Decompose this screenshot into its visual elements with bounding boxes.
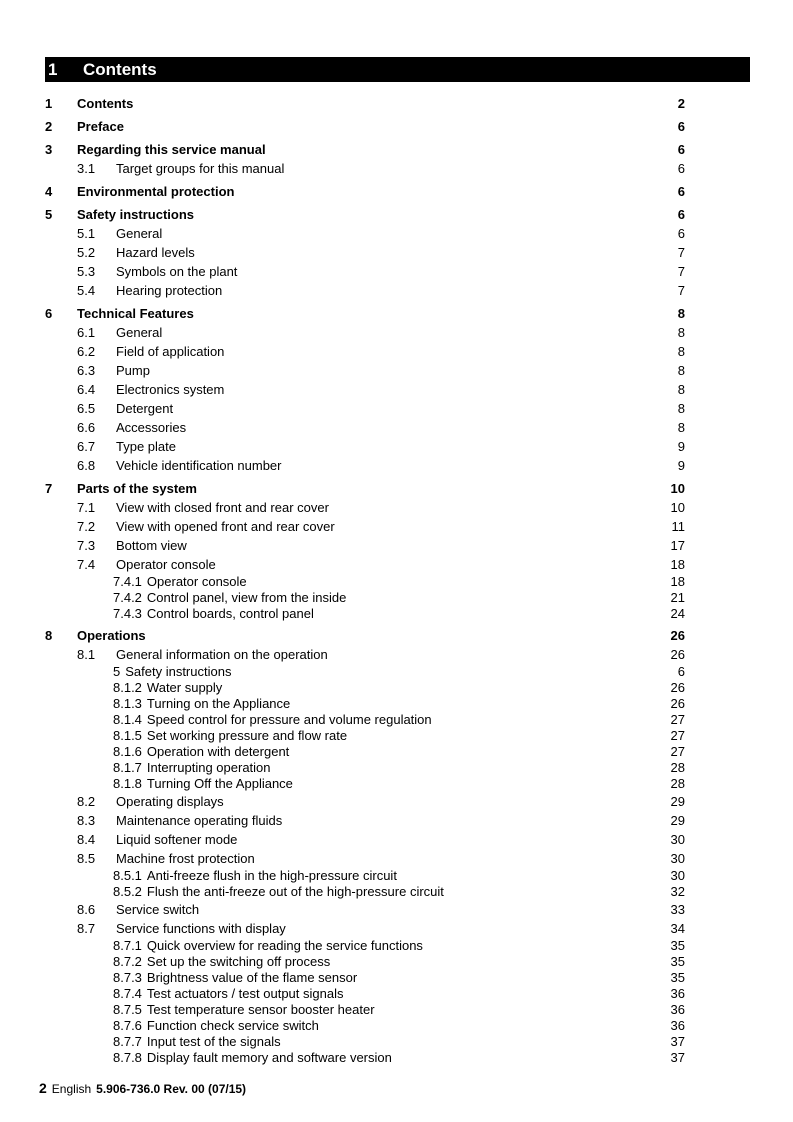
- toc-entry-number: 7.4.3: [113, 606, 142, 621]
- toc-entry: [45, 262, 685, 281]
- toc-entry: [45, 884, 685, 900]
- toc-entry: [45, 456, 685, 475]
- toc-entry-title: Test actuators / test output signals: [146, 986, 344, 1001]
- toc-entry-page: 33: [670, 902, 685, 917]
- toc-entry-number: 8.1.6: [113, 744, 142, 759]
- toc-entry-title: Hearing protection: [116, 283, 223, 298]
- toc-entry-number: 6.2: [77, 344, 96, 359]
- toc-entry-number: 6.6: [77, 420, 96, 435]
- toc-entry-title: View with opened front and rear cover: [116, 519, 335, 534]
- toc-entry-number: 8.5.2: [113, 884, 142, 899]
- toc-entry-number: 8.1.7: [113, 760, 142, 775]
- toc-entry-number: 5: [113, 664, 121, 679]
- toc-entry-number: 8.7.1: [113, 938, 142, 953]
- toc-entry-title: Operations: [77, 628, 146, 643]
- toc-entry-title: Service functions with display: [116, 921, 286, 936]
- toc-entry-number: 8.5: [77, 851, 96, 866]
- toc-entry-number: 8.6: [77, 902, 96, 917]
- toc-entry-number: 7: [45, 481, 53, 496]
- toc-entry: [45, 728, 685, 744]
- toc-entry-number: 8.1.2: [113, 680, 142, 695]
- toc-entry-page: 36: [670, 1018, 685, 1033]
- toc-entry: [45, 970, 685, 986]
- toc-entry: [45, 1002, 685, 1018]
- toc-entry-title: Test temperature sensor booster heater: [146, 1002, 375, 1017]
- toc-entry-page: 7: [677, 283, 685, 298]
- toc-entry-number: 3: [45, 142, 53, 157]
- toc-entry-title: Accessories: [116, 420, 187, 435]
- toc-entry-page: 6: [677, 207, 685, 222]
- toc-entry-page: 28: [670, 776, 685, 791]
- footer-doc-reference: 5.906-736.0 Rev. 00 (07/15): [96, 1082, 247, 1096]
- chapter-header-title: Contents: [83, 59, 157, 79]
- toc-entry-page: 6: [677, 142, 685, 157]
- toc-entry-page: 32: [670, 884, 685, 899]
- toc-entry-number: 4: [45, 184, 53, 199]
- toc-entry-number: 7.3: [77, 538, 96, 553]
- toc-entry-number: 8.1.8: [113, 776, 142, 791]
- toc-entry: [45, 760, 685, 776]
- toc-entry-title: Brightness value of the flame sensor: [146, 970, 358, 985]
- toc-entry-page: 17: [670, 538, 685, 553]
- toc-entry-page: 7: [677, 264, 685, 279]
- toc-entry-title: Preface: [77, 119, 124, 134]
- toc-entry-number: 8.3: [77, 813, 96, 828]
- toc-entry-page: 30: [670, 832, 685, 847]
- toc-entry-page: 28: [670, 760, 685, 775]
- toc-entry: [45, 536, 685, 555]
- toc-entry: [45, 919, 685, 938]
- toc-entry-number: 7.2: [77, 519, 96, 534]
- toc-entry-page: 36: [670, 986, 685, 1001]
- toc-entry-title: Machine frost protection: [116, 851, 255, 866]
- toc-entry: [45, 380, 685, 399]
- toc-entry-page: 10: [670, 500, 685, 515]
- toc-entry: [45, 792, 685, 811]
- toc-entry-number: 6.4: [77, 382, 96, 397]
- toc-entry-page: 36: [670, 1002, 685, 1017]
- toc-entry: [45, 243, 685, 262]
- toc-entry-title: Safety instructions: [125, 664, 232, 679]
- toc-entry-number: 8.7.2: [113, 954, 142, 969]
- toc-entry-page: 8: [677, 363, 685, 378]
- toc-entry-page: 27: [670, 712, 685, 727]
- toc-entry-number: 8.2: [77, 794, 96, 809]
- toc-entry-page: 6: [677, 184, 685, 199]
- toc-entry: [45, 680, 685, 696]
- toc-entry-number: 8.4: [77, 832, 96, 847]
- toc-entry: [45, 664, 685, 680]
- toc-entry-title: Flush the anti-freeze out of the high-pressure circuit: [146, 884, 444, 899]
- toc-entry-title: Display fault memory and software version: [146, 1050, 392, 1065]
- toc-entry-number: 8.5.1: [113, 868, 142, 883]
- toc-entry-number: 7.4.2: [113, 590, 142, 605]
- toc-entry-number: 6.5: [77, 401, 96, 416]
- toc-entry-title: Turning on the Appliance: [146, 696, 291, 711]
- toc-entry-title: Bottom view: [116, 538, 187, 553]
- toc-entry: [45, 811, 685, 830]
- toc-entry: [45, 986, 685, 1002]
- toc-entry-title: Anti-freeze flush in the high-pressure circuit: [146, 868, 397, 883]
- toc-entry-title: Maintenance operating fluids: [116, 813, 283, 828]
- toc-entry-title: Speed control for pressure and volume regulation: [146, 712, 432, 727]
- toc-entry-page: 8: [677, 401, 685, 416]
- toc-entry-page: 18: [670, 574, 685, 589]
- toc-entry-page: 6: [677, 664, 685, 679]
- toc-entry-page: 6: [677, 161, 685, 176]
- toc-entry-title: Control boards, control panel: [146, 606, 314, 621]
- toc-entry-number: 6.7: [77, 439, 96, 454]
- footer-page-number: 2: [39, 1080, 47, 1096]
- toc-entry-page: 18: [670, 557, 685, 572]
- toc-entry-number: 5.3: [77, 264, 96, 279]
- toc-entry: [45, 323, 685, 342]
- toc-entry-title: Hazard levels: [116, 245, 195, 260]
- toc-entry: [45, 224, 685, 243]
- toc-entry-page: 30: [670, 851, 685, 866]
- toc-entry-page: 27: [670, 744, 685, 759]
- toc-entry-number: 5.1: [77, 226, 96, 241]
- toc-entry-number: 8.7: [77, 921, 96, 936]
- toc-entry-title: Liquid softener mode: [116, 832, 238, 847]
- toc-entry-title: Electronics system: [116, 382, 225, 397]
- toc-entry-page: 9: [677, 439, 685, 454]
- toc-entry-number: 8.7.3: [113, 970, 142, 985]
- toc-entry-number: 8.7.4: [113, 986, 142, 1001]
- toc-entry-title: Water supply: [146, 680, 223, 695]
- toc-entry: [45, 696, 685, 712]
- toc-entry: [45, 281, 685, 300]
- toc-entry-page: 29: [670, 794, 685, 809]
- toc-entry: [45, 418, 685, 437]
- toc-entry-number: 8: [45, 628, 53, 643]
- toc-entry-title: Vehicle identification number: [116, 458, 282, 473]
- toc-entry-title: Set working pressure and flow rate: [146, 728, 348, 743]
- toc-entry: [45, 776, 685, 792]
- chapter-header-number: 1: [48, 59, 58, 79]
- toc-entry-page: 27: [670, 728, 685, 743]
- toc-entry-number: 6.8: [77, 458, 96, 473]
- toc-entry-title: Control panel, view from the inside: [146, 590, 347, 605]
- toc-entry: [45, 361, 685, 380]
- toc-entry-page: 11: [671, 519, 685, 534]
- toc-entry-number: 7.4: [77, 557, 96, 572]
- toc-entry-title: Parts of the system: [77, 481, 197, 496]
- toc-entry-page: 10: [670, 481, 685, 496]
- toc-entry-title: Target groups for this manual: [116, 161, 285, 176]
- toc-entry: [45, 555, 685, 574]
- toc-entry-number: 7.1: [77, 500, 96, 515]
- toc-entry-number: 6.3: [77, 363, 96, 378]
- toc-entry: [45, 140, 685, 159]
- toc-entry-title: Safety instructions: [77, 207, 195, 222]
- toc-entry-page: 30: [670, 868, 685, 883]
- toc-entry: [45, 517, 685, 536]
- toc-entry-number: 5: [45, 207, 53, 222]
- toc-entry: [45, 900, 685, 919]
- toc-entry-number: 8.7.5: [113, 1002, 142, 1017]
- toc-entry: [45, 830, 685, 849]
- toc-entry: [45, 645, 685, 664]
- toc-entry: [45, 606, 685, 622]
- toc-entry-title: Symbols on the plant: [116, 264, 238, 279]
- toc-entry: [45, 1034, 685, 1050]
- toc-entry: [45, 712, 685, 728]
- toc-entry-number: 3.1: [77, 161, 96, 176]
- toc-entry-page: 26: [670, 647, 685, 662]
- toc-entry: [45, 342, 685, 361]
- toc-entry-title: General: [116, 325, 163, 340]
- toc-entry: [45, 304, 685, 323]
- toc-entry-page: 21: [670, 590, 685, 605]
- toc-entry: [45, 954, 685, 970]
- toc-entry-title: Field of application: [116, 344, 225, 359]
- toc-entry-number: 8.7.8: [113, 1050, 142, 1065]
- toc-entry-page: 26: [670, 680, 685, 695]
- toc-entry: [45, 590, 685, 606]
- toc-entry-page: 26: [670, 628, 685, 643]
- toc-entry-page: 8: [677, 306, 685, 321]
- toc-entry-page: 6: [677, 119, 685, 134]
- toc-entry-title: Turning Off the Appliance: [146, 776, 293, 791]
- toc-entry-number: 8.1.5: [113, 728, 142, 743]
- toc-entry: [45, 205, 685, 224]
- toc-entry: [45, 744, 685, 760]
- toc-entry-title: Operating displays: [116, 794, 224, 809]
- toc-entry-page: 9: [677, 458, 685, 473]
- toc-entry-number: 7.4.1: [113, 574, 142, 589]
- toc-entry-number: 8.1.3: [113, 696, 142, 711]
- toc-entry-title: General: [116, 226, 163, 241]
- toc-entry-page: 7: [677, 245, 685, 260]
- chapter-header-bar: [45, 57, 750, 82]
- toc-entry-title: Input test of the signals: [146, 1034, 281, 1049]
- toc-entry-page: 35: [670, 970, 685, 985]
- page-footer: [39, 1080, 246, 1096]
- toc-list: [45, 90, 685, 1066]
- toc-entry-page: 26: [670, 696, 685, 711]
- toc-entry: [45, 626, 685, 645]
- toc-entry-page: 37: [670, 1050, 685, 1065]
- toc-entry: [45, 437, 685, 456]
- toc-entry-title: Technical Features: [77, 306, 194, 321]
- toc-entry: [45, 498, 685, 517]
- toc-entry-number: 2: [45, 119, 53, 134]
- toc-entry: [45, 1050, 685, 1066]
- toc-entry-page: 8: [677, 344, 685, 359]
- toc-entry-title: View with closed front and rear cover: [116, 500, 329, 515]
- toc-entry-title: Service switch: [116, 902, 200, 917]
- toc-entry: [45, 479, 685, 498]
- toc-entry: [45, 94, 685, 113]
- toc-entry: [45, 574, 685, 590]
- toc-entry-title: Operator console: [116, 557, 216, 572]
- toc-entry-page: 34: [670, 921, 685, 936]
- toc-entry-number: 1: [45, 96, 53, 111]
- toc-entry-page: 24: [670, 606, 685, 621]
- toc-entry-page: 37: [670, 1034, 685, 1049]
- toc-entry-title: Function check service switch: [146, 1018, 319, 1033]
- toc-entry-title: Detergent: [116, 401, 174, 416]
- toc-entry: [45, 938, 685, 954]
- toc-entry-number: 8.1.4: [113, 712, 142, 727]
- toc-entry-title: Pump: [116, 363, 150, 378]
- toc-entry: [45, 182, 685, 201]
- toc-entry-number: 8.7.6: [113, 1018, 142, 1033]
- toc-entry-page: 8: [677, 325, 685, 340]
- toc-entry: [45, 1018, 685, 1034]
- toc-entry-page: 8: [677, 382, 685, 397]
- toc-entry-page: 2: [677, 96, 685, 111]
- toc-entry-number: 8.7.7: [113, 1034, 142, 1049]
- toc-entry-title: Regarding this service manual: [77, 142, 266, 157]
- toc-entry-number: 6: [45, 306, 53, 321]
- toc-entry-page: 8: [677, 420, 685, 435]
- toc-entry-page: 35: [670, 954, 685, 969]
- toc-entry-title: Operation with detergent: [146, 744, 290, 759]
- toc-entry: [45, 849, 685, 868]
- toc-entry-number: 5.4: [77, 283, 96, 298]
- toc-entry-title: Set up the switching off process: [146, 954, 331, 969]
- toc-entry-title: Quick overview for reading the service functions: [146, 938, 423, 953]
- toc-entry-page: 6: [677, 226, 685, 241]
- toc-entry: [45, 399, 685, 418]
- toc-entry-page: 35: [670, 938, 685, 953]
- toc-entry-title: Environmental protection: [77, 184, 235, 199]
- toc-entry-number: 6.1: [77, 325, 96, 340]
- toc-entry-title: Interrupting operation: [146, 760, 271, 775]
- toc-entry-number: 8.1: [77, 647, 96, 662]
- footer-language: English: [51, 1082, 92, 1096]
- toc-entry-title: Operator console: [146, 574, 247, 589]
- toc-entry: [45, 117, 685, 136]
- toc-entry: [45, 159, 685, 178]
- toc-entry-title: Type plate: [116, 439, 176, 454]
- toc-entry-number: 5.2: [77, 245, 96, 260]
- toc-entry-title: General information on the operation: [116, 647, 328, 662]
- toc-entry-title: Contents: [77, 96, 134, 111]
- toc-entry: [45, 868, 685, 884]
- toc-entry-page: 29: [670, 813, 685, 828]
